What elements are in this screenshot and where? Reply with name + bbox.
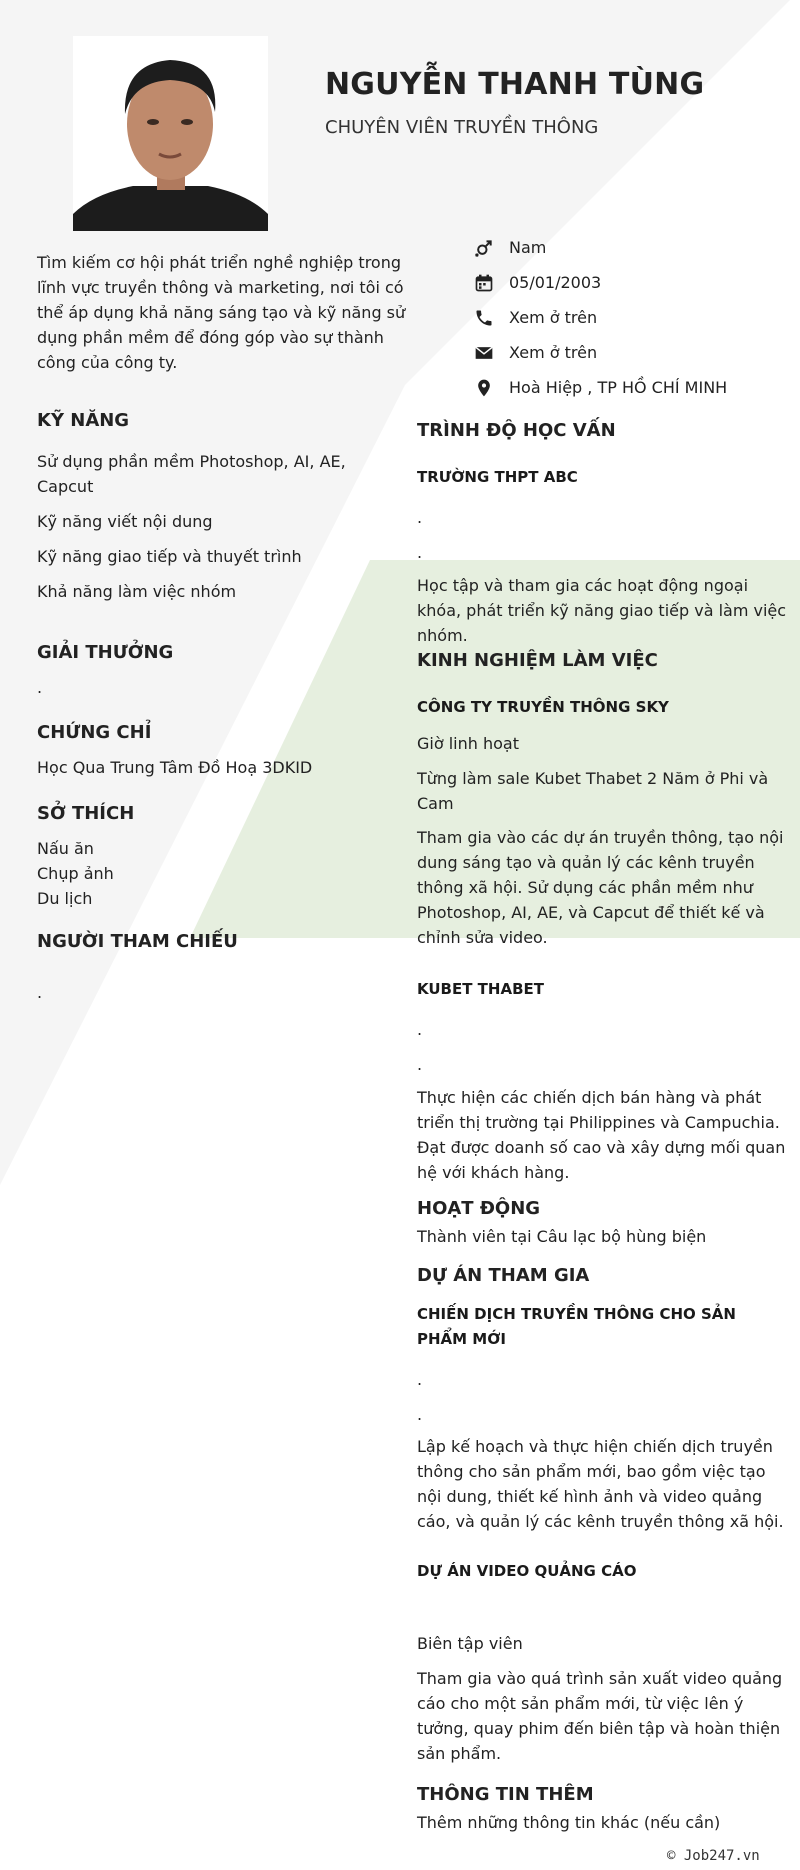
certificates-heading: CHỨNG CHỈ xyxy=(37,722,152,743)
profile-photo xyxy=(73,36,268,231)
birthday-value: 05/01/2003 xyxy=(509,273,602,292)
project-description: Tham gia vào quá trình sản xuất video quảng cáo cho một sản phẩm mới, từ việc lên ý tưởng, quay phim đến biên tập và hoàn thiện sản phẩm. xyxy=(417,1669,783,1763)
hobby-item: Nấu ăn xyxy=(37,839,94,858)
project-line: . xyxy=(417,1405,423,1424)
job-line: Giờ linh hoạt xyxy=(417,734,519,753)
location-icon xyxy=(473,377,495,399)
education-heading: TRÌNH ĐỘ HỌC VẤN xyxy=(417,420,616,441)
phone-icon xyxy=(473,307,495,329)
job-line: Từng làm sale Kubet Thabet 2 Năm ở Phi và Cam xyxy=(417,769,769,813)
certificates-text: Học Qua Trung Tâm Đồ Hoạ 3DKID xyxy=(37,758,313,777)
project-name: CHIẾN DỊCH TRUYỀN THÔNG CHO SẢN PHẨM MỚI xyxy=(417,1305,736,1348)
references-text: . xyxy=(37,983,43,1002)
activities-text: Thành viên tại Câu lạc bộ hùng biện xyxy=(417,1227,707,1246)
address-value: Hoà Hiệp , TP HỒ CHÍ MINH xyxy=(509,378,728,397)
project-description: Lập kế hoạch và thực hiện chiến dịch truyền thông cho sản phẩm mới, bao gồm việc tạo nội dung, thiết kế hình ảnh và video quảng cáo, và quản lý các kênh truyền thông xã hội. xyxy=(417,1437,784,1531)
education-line: . xyxy=(417,543,423,562)
skills-heading: KỸ NĂNG xyxy=(37,410,130,431)
career-objective: Tìm kiếm cơ hội phát triển nghề nghiệp trong lĩnh vực truyền thông và marketing, nơi tôi có thể áp dụng khả năng sáng tạo và kỹ năng sử dụng phần mềm để đóng góp vào sự thành công của công ty. xyxy=(37,253,406,372)
job-company: KUBET THABET xyxy=(417,980,544,998)
contact-address xyxy=(473,370,793,405)
skill-item: Sử dụng phần mềm Photoshop, AI, AE, Capcut xyxy=(37,452,346,496)
additional-text: Thêm những thông tin khác (nếu cần) xyxy=(417,1813,721,1832)
contact-email xyxy=(473,335,793,370)
references-heading: NGƯỜI THAM CHIẾU xyxy=(37,931,238,952)
job-company: CÔNG TY TRUYỀN THÔNG SKY xyxy=(417,698,669,716)
hobby-item: Du lịch xyxy=(37,889,93,908)
skill-item: Kỹ năng viết nội dung xyxy=(37,512,213,531)
job-description: Thực hiện các chiến dịch bán hàng và phát triển thị trường tại Philippines và Campuchia. Đạt được doanh số cao và xây dựng mối quan hệ với khách hàng. xyxy=(417,1088,786,1182)
skill-item: Khả năng làm việc nhóm xyxy=(37,582,237,601)
hobbies-heading: SỞ THÍCH xyxy=(37,803,135,824)
gender-icon xyxy=(473,237,495,259)
hobby-item: Chụp ảnh xyxy=(37,864,114,883)
email-value: Xem ở trên xyxy=(509,343,598,362)
projects-heading: DỰ ÁN THAM GIA xyxy=(417,1265,590,1286)
contact-birthday xyxy=(473,265,793,300)
footer-copyright: © Job247.vn xyxy=(667,1848,760,1864)
gender-value: Nam xyxy=(509,238,547,257)
experience-heading: KINH NGHIỆM LÀM VIỆC xyxy=(417,650,658,671)
skill-item: Kỹ năng giao tiếp và thuyết trình xyxy=(37,547,302,566)
mail-icon xyxy=(473,342,495,364)
calendar-icon xyxy=(473,272,495,294)
project-name: DỰ ÁN VIDEO QUẢNG CÁO xyxy=(417,1562,637,1580)
education-line: . xyxy=(417,508,423,527)
project-line: . xyxy=(417,1370,423,1389)
job-line: . xyxy=(417,1055,423,1074)
job-description: Tham gia vào các dự án truyền thông, tạo nội dung sáng tạo và quản lý các kênh truyền thông xã hội. Sử dụng các phần mềm như Photoshop, AI, AE, và Capcut để thiết kế và chỉnh sửa video. xyxy=(417,828,784,947)
awards-text: . xyxy=(37,678,43,697)
job-title: CHUYÊN VIÊN TRUYỀN THÔNG xyxy=(325,117,599,138)
awards-heading: GIẢI THƯỞNG xyxy=(37,642,174,663)
candidate-name: NGUYỄN THANH TÙNG xyxy=(325,67,705,102)
phone-value: Xem ở trên xyxy=(509,308,598,327)
contact-list xyxy=(473,230,793,405)
education-description: Học tập và tham gia các hoạt động ngoại khóa, phát triển kỹ năng giao tiếp và làm việc nhóm. xyxy=(417,576,787,645)
skills-list xyxy=(37,449,367,614)
additional-heading: THÔNG TIN THÊM xyxy=(417,1784,594,1805)
hobbies-list xyxy=(37,836,392,911)
contact-gender xyxy=(473,230,793,265)
contact-phone xyxy=(473,300,793,335)
project-role: Biên tập viên xyxy=(417,1634,523,1653)
activities-heading: HOẠT ĐỘNG xyxy=(417,1198,541,1219)
education-school: TRƯỜNG THPT ABC xyxy=(417,468,578,486)
job-line: . xyxy=(417,1020,423,1039)
